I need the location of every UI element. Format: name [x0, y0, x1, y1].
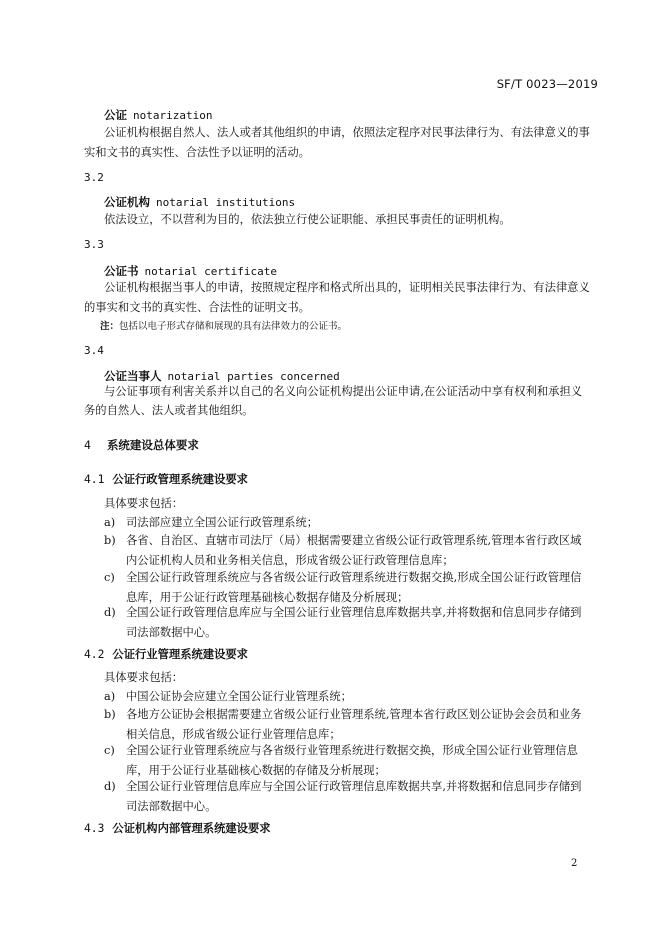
list-line: 全国公证行业管理信息库应与全国公证行政管理信息库数据共享,并将数据和信息同步存储到	[126, 780, 582, 793]
list-marker: a)	[104, 690, 116, 703]
term-definition: 与公证事项有利害关系并以自己的名义向公证机构提出公证申请,在公证活动中享有权利和承担义	[104, 385, 583, 398]
list-line: 库，用于公证行业基础核心数据的存储及分析展现；	[126, 764, 386, 777]
list-item	[104, 741, 578, 781]
list-marker: c)	[104, 571, 115, 584]
intro-text: 具体要求包括：	[104, 497, 184, 510]
term-cn: 公证	[104, 108, 127, 122]
term-definition: 公证机构根据自然人、法人或者其他组织的申请，依照法定程序对民事法律行为、有法律意义的事	[104, 126, 590, 139]
note	[100, 318, 347, 332]
list-marker: a)	[104, 516, 116, 529]
clause-number: 3.4	[84, 344, 104, 357]
clause-number: 3.3	[84, 238, 104, 251]
list-line: 息库，用于公证行政管理基础核心数据存储及分析展现；	[126, 591, 409, 604]
list-marker: b)	[104, 708, 116, 721]
term-definition: 的事实和文书的真实性、合法性的证明文书。	[84, 301, 310, 314]
list-item	[104, 568, 582, 608]
list-line: 司法部数据中心。	[126, 626, 217, 639]
term-definition: 务的自然人、法人或者其他组织。	[84, 404, 254, 417]
term-definition: 依法设立，不以营利为目的，依法独立行使公证职能、承担民事责任的证明机构。	[104, 213, 511, 226]
intro-text: 具体要求包括：	[104, 671, 184, 684]
subsection-title: 公证行政管理系统建设要求	[112, 473, 248, 486]
term-en: notarial parties concerned	[167, 370, 340, 383]
section-title: 系统建设总体要求	[106, 438, 199, 452]
note-label: 注：	[100, 321, 120, 332]
list-marker: c)	[104, 744, 115, 757]
standard-code: SF/T 0023—2019	[496, 77, 598, 91]
list-line: 全国公证行业管理系统应与各省级行业管理系统进行数据交换，形成全国公证行业管理信息	[126, 744, 578, 757]
list-marker: d)	[104, 780, 116, 793]
list-line: 全国公证行政管理系统应与各省级公证行政管理系统进行数据交换,形成全国公证行政管理信	[126, 571, 582, 584]
page-number: 2	[571, 858, 578, 869]
list-item	[104, 687, 352, 707]
list-item	[104, 777, 582, 817]
note-text: 包括以电子形式存储和展现的具有法律效力的公证书。	[119, 321, 348, 332]
term-definition: 实和文书的真实性、合法性予以证明的活动。	[84, 146, 310, 159]
list-marker: d)	[104, 606, 116, 619]
section-heading	[84, 437, 199, 453]
list-line: 各省、自治区、直辖市司法厅（局）根据需要建立省级公证行政管理系统,管理本省行政区域	[126, 534, 582, 547]
term-definition: 公证机构根据当事人的申请，按照规定程序和格式所出具的，证明相关民事法律行为、有法律意义	[104, 281, 590, 294]
list-line: 内公证机构人员和业务相关信息，形成省级公证行政管理信息库；	[126, 554, 454, 567]
list-item	[104, 531, 582, 571]
subsection-title: 公证行业管理系统建设要求	[112, 648, 248, 661]
term-en: notarization	[133, 109, 213, 122]
subsection-heading	[84, 471, 248, 487]
subsection-number: 4.1	[84, 473, 105, 486]
list-line: 中国公证协会应建立全国公证行业管理系统；	[126, 690, 352, 703]
clause-number: 3.2	[84, 171, 104, 184]
list-line: 各地方公证协会根据需要建立省级公证行业管理系统,管理本省行政区划公证协会会员和业务	[126, 708, 582, 721]
subsection-number: 4.2	[84, 648, 105, 661]
term-en: notarial institutions	[156, 196, 296, 209]
term-notarization	[104, 107, 212, 123]
subsection-title: 公证机构内部管理系统建设要求	[112, 822, 271, 835]
subsection-heading	[84, 646, 248, 662]
list-marker: b)	[104, 534, 116, 547]
term-cn: 公证当事人	[104, 369, 162, 383]
section-number: 4	[84, 438, 91, 452]
subsection-heading	[84, 820, 271, 836]
term-notarial-institutions	[104, 194, 295, 210]
term-notarial-certificate	[104, 263, 277, 279]
term-en: notarial certificate	[144, 265, 277, 278]
list-item	[104, 705, 582, 745]
list-item	[104, 603, 582, 643]
subsection-number: 4.3	[84, 822, 105, 835]
term-cn: 公证书	[104, 264, 139, 278]
list-line: 司法部应建立全国公证行政管理系统；	[126, 516, 319, 529]
term-cn: 公证机构	[104, 195, 150, 209]
list-item	[104, 513, 319, 533]
list-line: 司法部数据中心。	[126, 800, 217, 813]
list-line: 全国公证行政管理信息库应与全国公证行业管理信息库数据共享,并将数据和信息同步存储到	[126, 606, 582, 619]
list-line: 相关信息，形成省级公证行业管理信息库；	[126, 728, 341, 741]
